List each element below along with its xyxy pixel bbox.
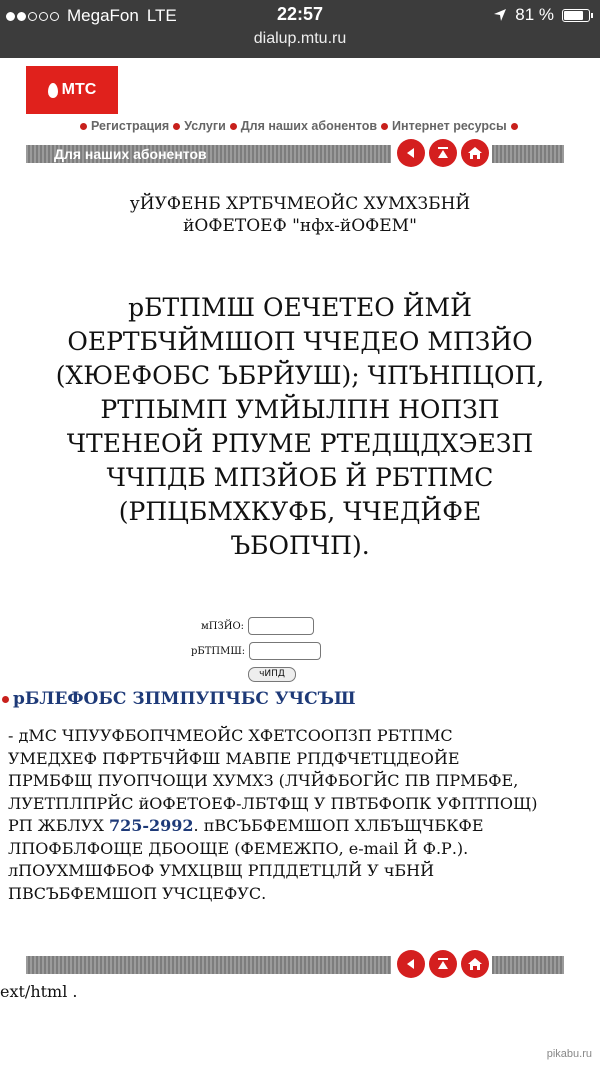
back-icon <box>404 957 418 971</box>
nav-item-subscribers[interactable]: Для наших абонентов <box>240 119 378 133</box>
top-navigation <box>80 119 518 133</box>
clock: 22:57 <box>276 4 324 24</box>
status-right <box>493 5 590 25</box>
watermark: pikabu.ru <box>546 1048 592 1060</box>
login-label: мПЗЙО: <box>201 620 245 632</box>
service-subtitle <box>60 193 540 237</box>
error-message: рБТПМШ ОЕЧЕТЕО ЙМЙ ОЕРТБЧЙМШОП ЧЧЕДЕО МПЗЙО (ХЮЕФОБС ЪБРЙУШ); ЧПЪНПЦОП, РТПЫМП УМЙЫЛПН НОПЗП ЧТЕНЕОЙ РПУМЕ РТЕДЩДХЭЕЗП ЧЧПДБ МПЗЙОБ Й РБТПМС (РПЦБМХКУФБ, ЧЧЕДЙФЕ ЪБОПЧП). <box>55 293 545 560</box>
home-icon <box>467 956 483 972</box>
password-label: рБТПМШ: <box>191 645 246 657</box>
logo-text: МТС <box>61 81 97 98</box>
carrier-name: MegaFon <box>67 6 139 25</box>
nav-item-internet-resources[interactable]: Интернет ресурсы <box>392 119 507 133</box>
top-icon <box>436 146 450 160</box>
forgot-password-heading-text: рБЛЕФОБС ЗПМПУПЧБС УЧСЪШ <box>13 689 356 709</box>
bullet-icon <box>230 123 237 130</box>
nav-item-services[interactable]: Услуги <box>184 119 226 133</box>
bullet-icon <box>173 123 180 130</box>
section-title: Для наших абонентов <box>54 146 207 162</box>
section-footer-bar <box>26 956 564 974</box>
footer-nav-buttons <box>391 948 492 980</box>
login-input[interactable] <box>248 617 314 635</box>
battery-level <box>564 11 583 20</box>
section-nav-buttons <box>391 137 492 169</box>
password-recovery-info <box>8 725 538 905</box>
back-button[interactable] <box>397 950 425 978</box>
home-button[interactable] <box>461 950 489 978</box>
section-header-bar <box>26 145 564 163</box>
info-text-part-2: . пВСЪБФЕМШОП ХЛБЪЩЧБКФЕ ЛПОФБЛФОЩЕ ДБООЩЕ (ФЕМЕЖПО, e-mail Й Ф.Р.). лПОУХМШФБОФ УМХЦВЩ РПДДЕТЦЛЙ У чБНЙ ПВСЪБФЕМШОП УЧСЦЕФУС. <box>8 816 484 903</box>
top-icon <box>436 957 450 971</box>
login-submit-button[interactable]: чИПД <box>248 667 296 682</box>
password-input[interactable] <box>249 642 321 660</box>
back-icon <box>404 146 418 160</box>
battery-icon <box>562 9 590 22</box>
address-bar-url[interactable]: dialup.mtu.ru <box>253 30 347 47</box>
info-text-part-1: - дМС ЧПУУФБОПЧМЕОЙС ХФЕТСООПЗП РБТПМС УМЕДХЕФ ПФРТБЧЙФШ МАВПЕ РПДФЧЕТЦДЕОЙЕ ПРМБФЩ ПУОПЧОЩИ ХУМХЗ (ЛЧЙФБОГЙС ПВ ПРМБФЕ, ЛУЕТПЛПРЙС йОФЕТОЕФ-ЛБТФЩ У ПВТБФОПК УФПТПОЩ) РП ЖБЛУХ <box>8 726 538 835</box>
login-row <box>201 617 314 635</box>
bullet-icon <box>381 123 388 130</box>
password-row <box>191 642 321 660</box>
home-icon <box>467 145 483 161</box>
subtitle-line-1: уЙУФЕНБ ХРТБЧМЕОЙС ХУМХЗБНЙ <box>129 194 471 214</box>
egg-icon <box>48 83 58 98</box>
home-button[interactable] <box>461 139 489 167</box>
fax-number: 725-2992 <box>108 816 194 835</box>
battery-percent: 81 % <box>515 5 554 24</box>
bullet-icon <box>511 123 518 130</box>
network-type: LTE <box>146 6 177 25</box>
forgot-password-heading <box>2 689 356 709</box>
location-arrow-icon <box>493 8 507 22</box>
bullet-icon <box>2 696 9 703</box>
top-button[interactable] <box>429 950 457 978</box>
raw-text-fragment: ext/html . <box>0 982 78 1001</box>
mts-logo[interactable] <box>26 66 118 114</box>
nav-item-registration[interactable]: Регистрация <box>91 119 170 133</box>
top-button[interactable] <box>429 139 457 167</box>
bullet-icon <box>80 123 87 130</box>
subtitle-line-2: йОФЕТОЕФ "нфх-йОФЕМ" <box>183 216 417 236</box>
back-button[interactable] <box>397 139 425 167</box>
status-bar <box>0 0 600 58</box>
